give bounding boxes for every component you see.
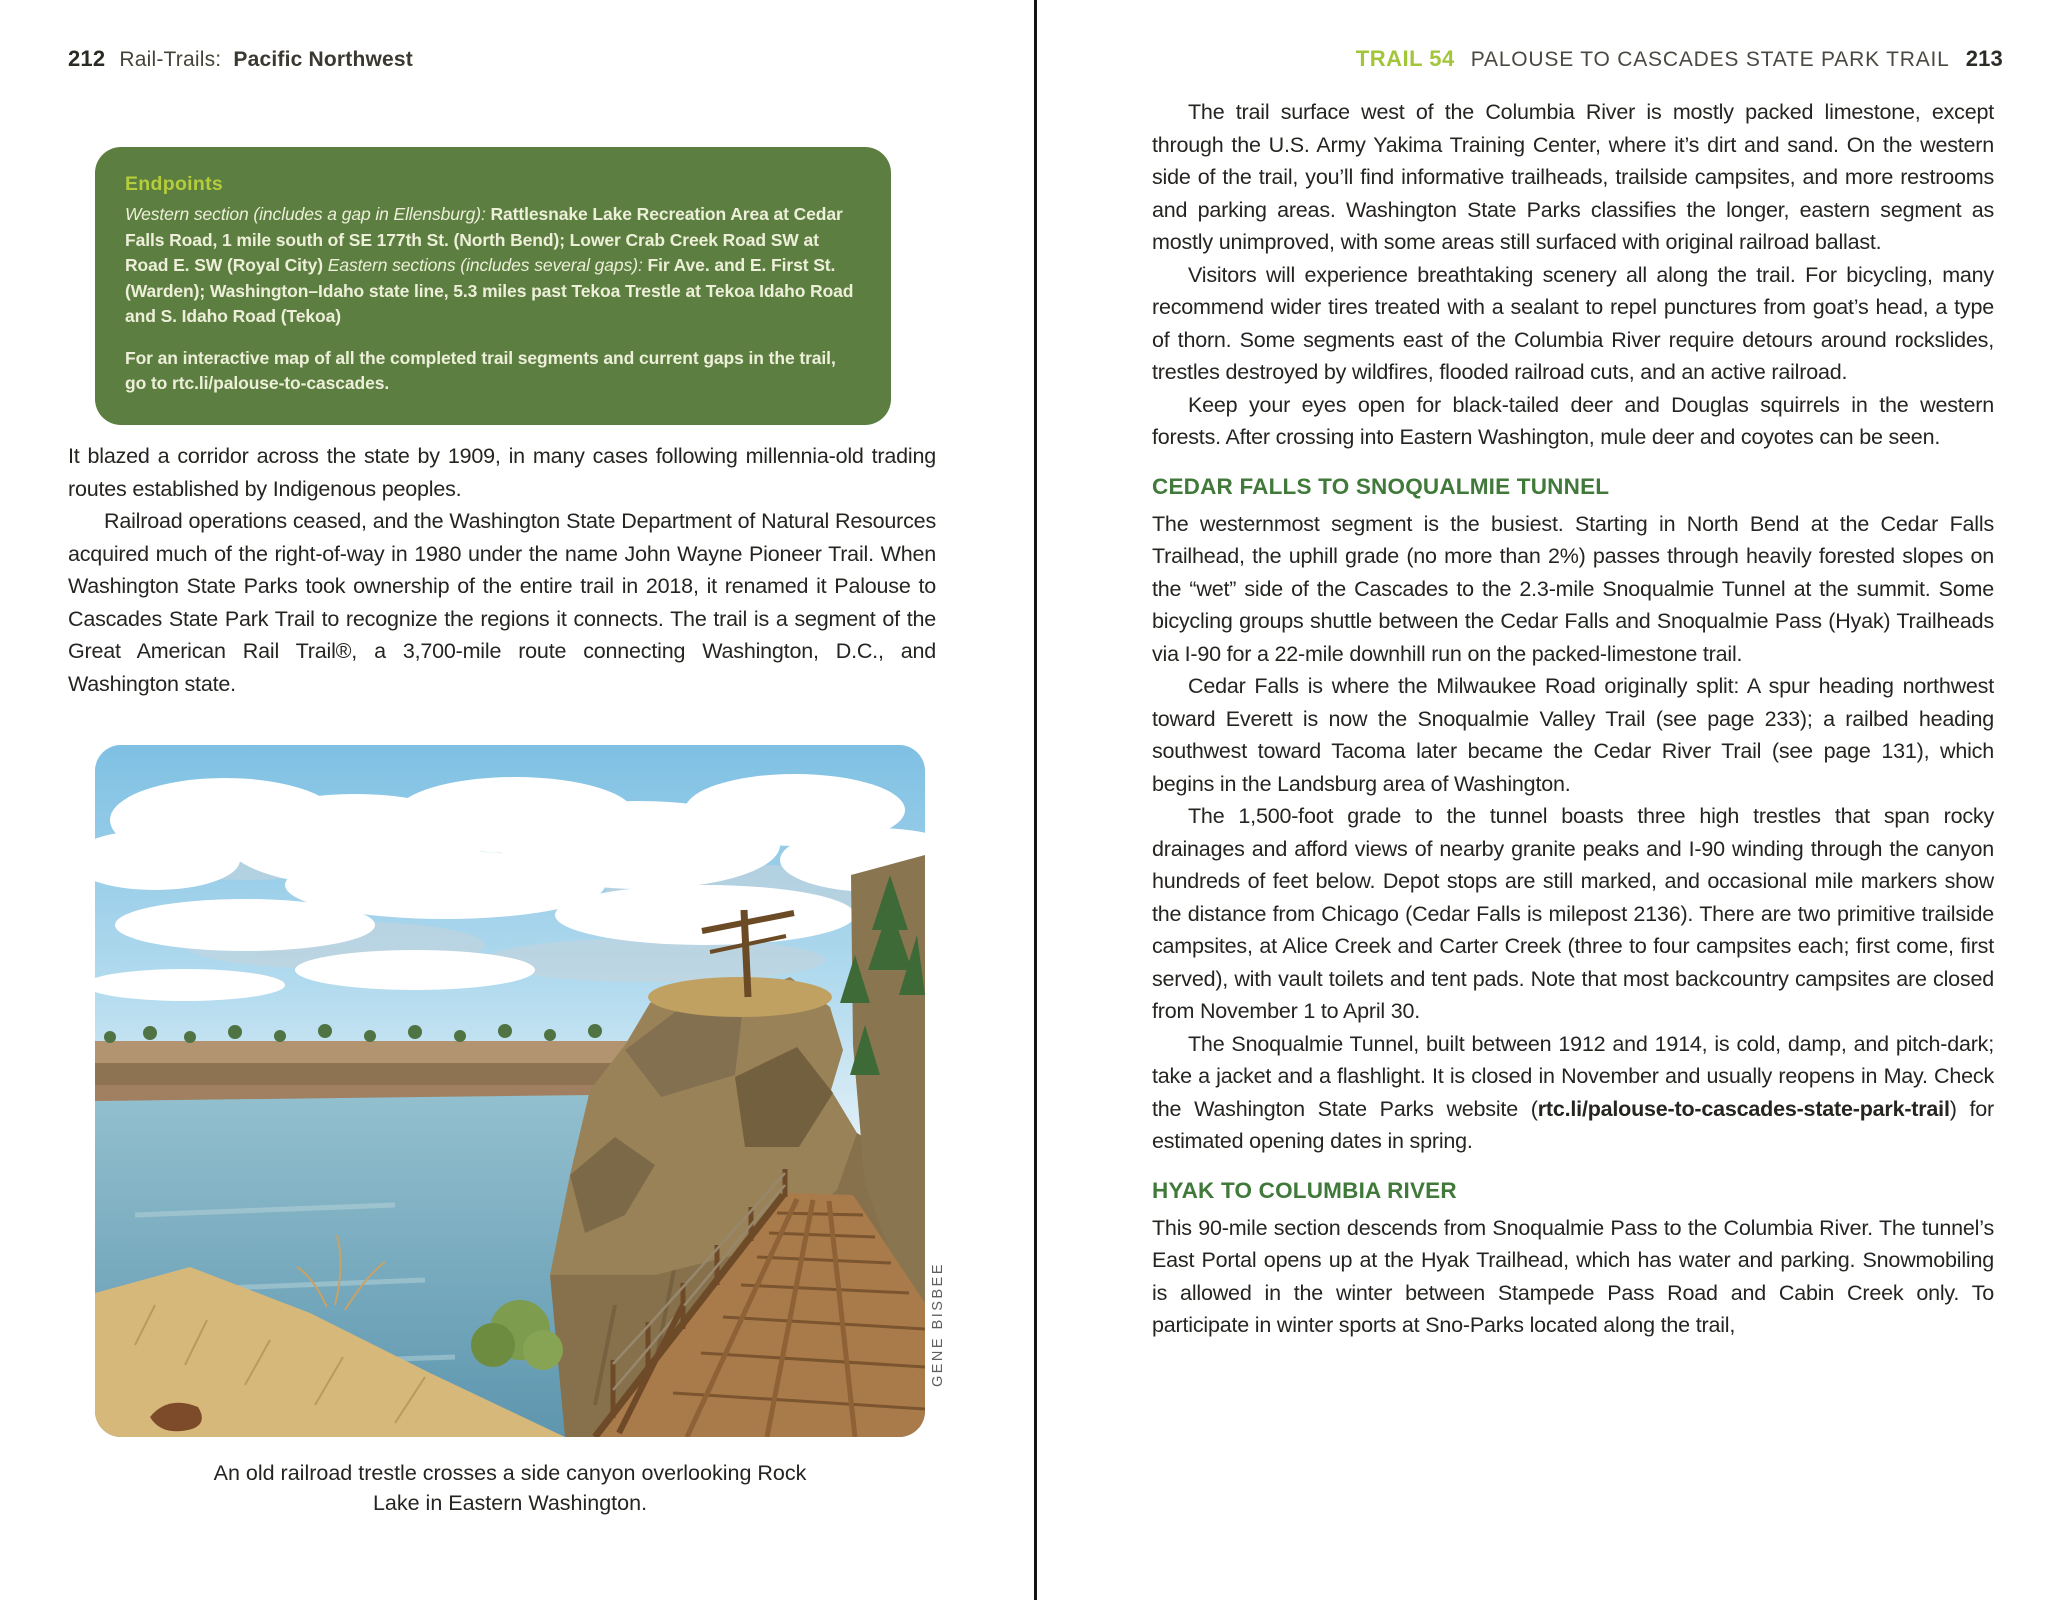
right-page-header xyxy=(1356,46,2003,72)
body-paragraph: The westernmost segment is the busiest. Starting in North Bend at the Cedar Falls Trailhead, the uphill grade (no more than 2%) passes through heavily forested slopes on the “wet” side of the Cascades to the 2.3-mile Snoqualmie Tunnel at the summit. Some bicycling groups shuttle between the Cedar Falls and Snoqualmie Pass (Hyak) Trailheads via I-90 for a 22-mile downhill run on the packed-limestone trail. xyxy=(1152,511,1994,666)
right-page-body xyxy=(1152,96,1994,1342)
photo-caption: An old railroad trestle crosses a side canyon overlooking Rock Lake in Eastern Washington. xyxy=(213,1461,807,1515)
body-paragraph: Cedar Falls is where the Milwaukee Road originally split: A spur heading northwest toward Everett is now the Snoqualmie Valley Trail (see page 233); a railbed heading southwest toward Tacoma later became the Cedar River Trail (see page 131), which begins in the Landsburg area of Washington. xyxy=(1152,674,1994,796)
left-page-number: 212 xyxy=(68,46,106,71)
body-paragraph: It blazed a corridor across the state by 1909, in many cases following millennia-old trading routes established by Indigenous peoples. xyxy=(68,444,936,501)
body-paragraph: Keep your eyes open for black-tailed deer and Douglas squirrels in the western forests. After crossing into Eastern Washington, mule deer and coyotes can be seen. xyxy=(1152,392,1994,449)
interactive-map-note: For an interactive map of all the completed trail segments and current gaps in the trail, go to rtc.li/palouse-to-cascades. xyxy=(125,347,836,393)
body-paragraph: The 1,500-foot grade to the tunnel boasts three high trestles that span rocky drainages and afford views of nearby granite peaks and I-90 winding through the canyon hundreds of feet below. Depot stops are still marked, and occasional mile markers show the distance from Chicago (Cedar Falls is milepost 2136). There are two primitive trailside campsites, at Alice Creek and Carter Creek (three to four campsites each; first come, first served), with vault toilets and tent pads. Note that most backcountry campsites are closed from November 1 to April 30. xyxy=(1152,804,1994,1023)
left-page-header xyxy=(68,46,413,72)
endpoints-label: Endpoints xyxy=(125,173,224,195)
endpoints-text: Western section (includes a gap in Ellensburg): Rattlesnake Lake Recreation Area at Cedar Falls Road, 1 mile south of SE 177th St. (North Bend); Lower Crab Creek Road SW at Road E. SW (Royal City) Eastern sections (includes several gaps): Fir Ave. and E. First St. (Warden); Washington–Idaho state line, 5.3 miles past Tekoa Trestle at Tekoa Idaho Road and S. Idaho Road (Tekoa) xyxy=(125,204,854,326)
body-paragraph: The trail surface west of the Columbia River is mostly packed limestone, except through the U.S. Army Yakima Training Center, where it’s dirt and sand. On the western side of the trail, you’ll find informative trailheads, trailside campsites, and more restrooms and parking areas. Washington State Parks classifies the longer, eastern segment as mostly unimproved, with some areas still surfaced with original railroad ballast. xyxy=(1152,100,1994,254)
trail-photo-illustration xyxy=(95,745,925,1437)
section-heading-hyak: HYAK TO COLUMBIA RIVER xyxy=(1152,1177,1457,1203)
endpoints-callout xyxy=(95,147,891,425)
trail-number-label: TRAIL 54 xyxy=(1355,46,1455,71)
section-heading-cedar-falls: CEDAR FALLS TO SNOQUALMIE TUNNEL xyxy=(1152,473,1610,499)
trail-title: PALOUSE TO CASCADES STATE PARK TRAIL xyxy=(1470,48,1950,71)
book-title: Pacific Northwest xyxy=(233,48,413,71)
right-page-number: 213 xyxy=(1965,46,2003,71)
body-paragraph: Railroad operations ceased, and the Washington State Department of Natural Resources acquired much of the right-of-way in 1980 under the name John Wayne Pioneer Trail. When Washington State Parks took ownership of the entire trail in 2018, it renamed it Palouse to Cascades State Park Trail to recognize the regions it connects. The trail is a segment of the Great American Rail Trail®, a 3,700-mile route connecting Washington, D.C., and Washington state. xyxy=(68,509,936,696)
trail-photo xyxy=(95,745,925,1437)
body-paragraph: This 90-mile section descends from Snoqualmie Pass to the Columbia River. The tunnel’s East Portal opens up at the Hyak Trailhead, which has water and parking. Snowmobiling is allowed in the winter between Stampede Pass Road and Cabin Creek only. To participate in winter sports at Sno-Parks located along the trail, xyxy=(1152,1215,1994,1337)
photo-credit: GENE BISBEE xyxy=(930,1262,946,1388)
series-title: Rail-Trails: xyxy=(119,48,222,71)
body-paragraph: Visitors will experience breathtaking scenery all along the trail. For bicycling, many recommend wider tires treated with a sealant to repel punctures from goat’s head, a type of thorn. Some segments east of the Columbia River require detours around rockslides, trestles destroyed by wildfires, flooded railroad cuts, and an active railroad. xyxy=(1152,262,1994,384)
page-divider xyxy=(1034,0,1037,1600)
left-page-body xyxy=(68,440,936,700)
body-paragraph: The Snoqualmie Tunnel, built between 1912 and 1914, is cold, damp, and pitch-dark; take a jacket and a flashlight. It is closed in November and usually reopens in May. Check the Washington State Parks website (rtc.li/palouse-to-cascades-state-park-trail) for estimated opening dates in spring. xyxy=(1152,1031,1994,1153)
